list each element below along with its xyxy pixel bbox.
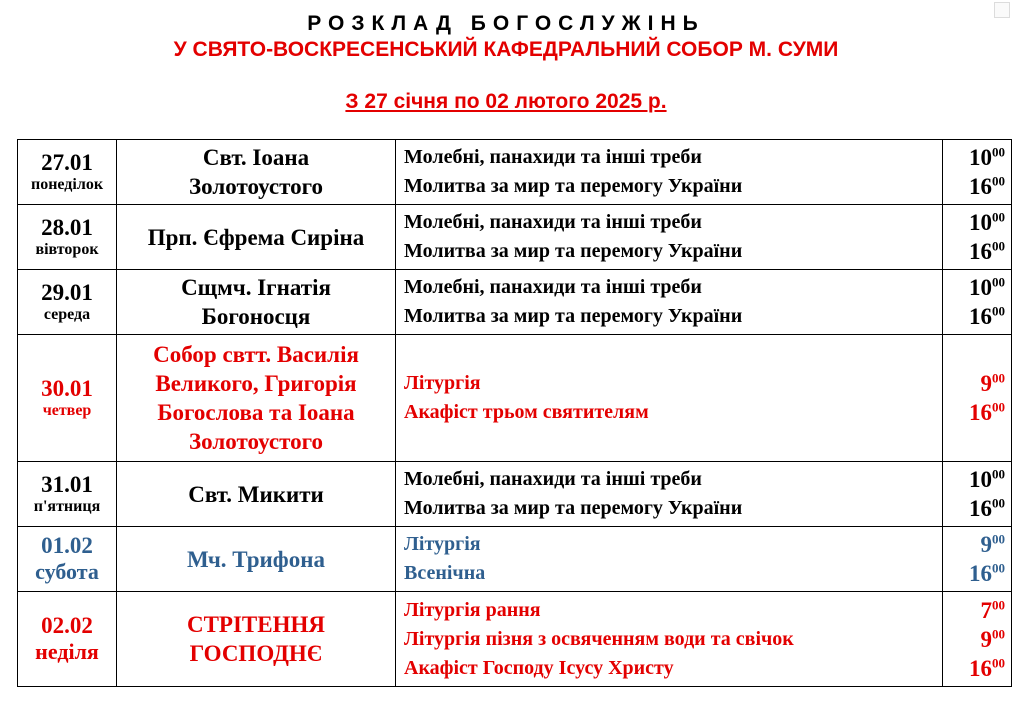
saint-line: Свт. Микити (188, 481, 324, 507)
service: Літургія пізня з освяченням води та свічок (404, 627, 794, 650)
time: $9^{00}$ (980, 625, 1005, 652)
service: Молитва за мир та перемогу України (404, 497, 743, 519)
service: Літургія рання (404, 598, 541, 621)
weekday: п'ятниця (33, 498, 101, 515)
time: $10^{00}$ (969, 274, 1005, 300)
date: 29.01 (41, 280, 93, 305)
weekday: середа (43, 306, 91, 323)
schedule-table (17, 139, 1012, 687)
date: 31.01 (41, 472, 93, 497)
date: 01.02 (41, 533, 93, 558)
time: $9^{00}$ (980, 531, 1005, 557)
times-cell (943, 140, 1012, 205)
times-cell (943, 592, 1012, 687)
time: $16^{00}$ (969, 399, 1005, 425)
saint-line: Золотоустого (189, 429, 323, 454)
service: Молебні, панахиди та інші треби (404, 146, 702, 168)
services-cell (396, 592, 943, 687)
date-cell (18, 205, 117, 270)
services-cell (396, 462, 943, 527)
table-row (18, 140, 1012, 205)
date-cell (18, 270, 117, 335)
times-cell (943, 335, 1012, 462)
time: $16^{00}$ (969, 303, 1005, 329)
saint-cell (117, 592, 396, 687)
date-cell (18, 592, 117, 687)
time: $16^{00}$ (969, 173, 1005, 199)
saint-cell (117, 140, 396, 205)
saint-cell (117, 462, 396, 527)
date: 02.02 (41, 613, 93, 638)
service: Молебні, панахиди та інші треби (404, 468, 702, 490)
service: Акафіст Господу Ісусу Христу (404, 656, 674, 679)
date-range: З 27 січня по 02 лютого 2025 р. (345, 90, 667, 113)
saint-line: Прп. Єфрема Сиріна (147, 224, 365, 250)
service: Молитва за мир та перемогу України (404, 240, 743, 262)
table-row (18, 205, 1012, 270)
service: Молебні, панахиди та інші треби (404, 211, 702, 233)
saint-cell (117, 527, 396, 592)
time: $10^{00}$ (969, 144, 1005, 170)
date: 30.01 (41, 376, 93, 401)
date-cell (18, 335, 117, 462)
table-row (18, 527, 1012, 592)
times-cell (943, 205, 1012, 270)
service: Всенічна (404, 562, 486, 584)
services-cell (396, 270, 943, 335)
weekday: понеділок (30, 176, 104, 193)
date-cell (18, 140, 117, 205)
saint-line: Мч. Трифона (187, 546, 325, 572)
times-cell (943, 270, 1012, 335)
time: $10^{00}$ (969, 466, 1005, 492)
saint-line: ГОСПОДНЄ (189, 641, 323, 666)
time: $16^{00}$ (969, 560, 1005, 586)
saint-line: СТРІТЕННЯ (186, 612, 326, 637)
saint-line: Собор свтт. Василія (153, 342, 359, 367)
saint-cell (117, 270, 396, 335)
time: $9^{00}$ (980, 370, 1005, 396)
saint-line: Великого, Григорія (155, 371, 357, 396)
services-cell (396, 205, 943, 270)
saint-cell (117, 335, 396, 462)
time: $7^{00}$ (980, 596, 1005, 623)
weekday: четвер (42, 402, 92, 419)
services-cell (396, 335, 943, 462)
service: Молитва за мир та перемогу України (404, 175, 743, 197)
service: Літургія (404, 533, 481, 555)
date: 28.01 (41, 215, 93, 240)
date-cell (18, 527, 117, 592)
times-cell (943, 527, 1012, 592)
saint-line: Сщмч. Ігнатія (181, 275, 331, 300)
saint-line: Свт. Іоана (202, 145, 310, 170)
saint-line: Золотоустого (189, 174, 323, 199)
table-row (18, 270, 1012, 335)
cathedral-title: У СВЯТО-ВОСКРЕСЕНСЬКИЙ КАФЕДРАЛЬНИЙ СОБОР М. СУМИ (173, 38, 839, 61)
service: Акафіст трьом святителям (404, 401, 649, 423)
times-cell (943, 462, 1012, 527)
weekday: неділя (35, 639, 99, 664)
saint-line: Богоносця (201, 304, 311, 329)
table-row (18, 462, 1012, 527)
date: 27.01 (41, 150, 93, 175)
schedule-title: РОЗКЛАД БОГОСЛУЖІНЬ (307, 12, 705, 35)
time: $16^{00}$ (969, 495, 1005, 521)
services-cell (396, 140, 943, 205)
time: $16^{00}$ (969, 654, 1005, 681)
service: Молитва за мир та перемогу України (404, 305, 743, 327)
table-row (18, 592, 1012, 687)
service: Молебні, панахиди та інші треби (404, 276, 702, 298)
time: $16^{00}$ (969, 238, 1005, 264)
weekday: субота (35, 559, 99, 584)
time: $10^{00}$ (969, 209, 1005, 235)
table-row (18, 335, 1012, 462)
date-cell (18, 462, 117, 527)
saint-cell (117, 205, 396, 270)
service: Літургія (404, 372, 481, 394)
saint-line: Богослова та Іоана (157, 400, 355, 425)
weekday: вівторок (35, 241, 99, 258)
services-cell (396, 527, 943, 592)
